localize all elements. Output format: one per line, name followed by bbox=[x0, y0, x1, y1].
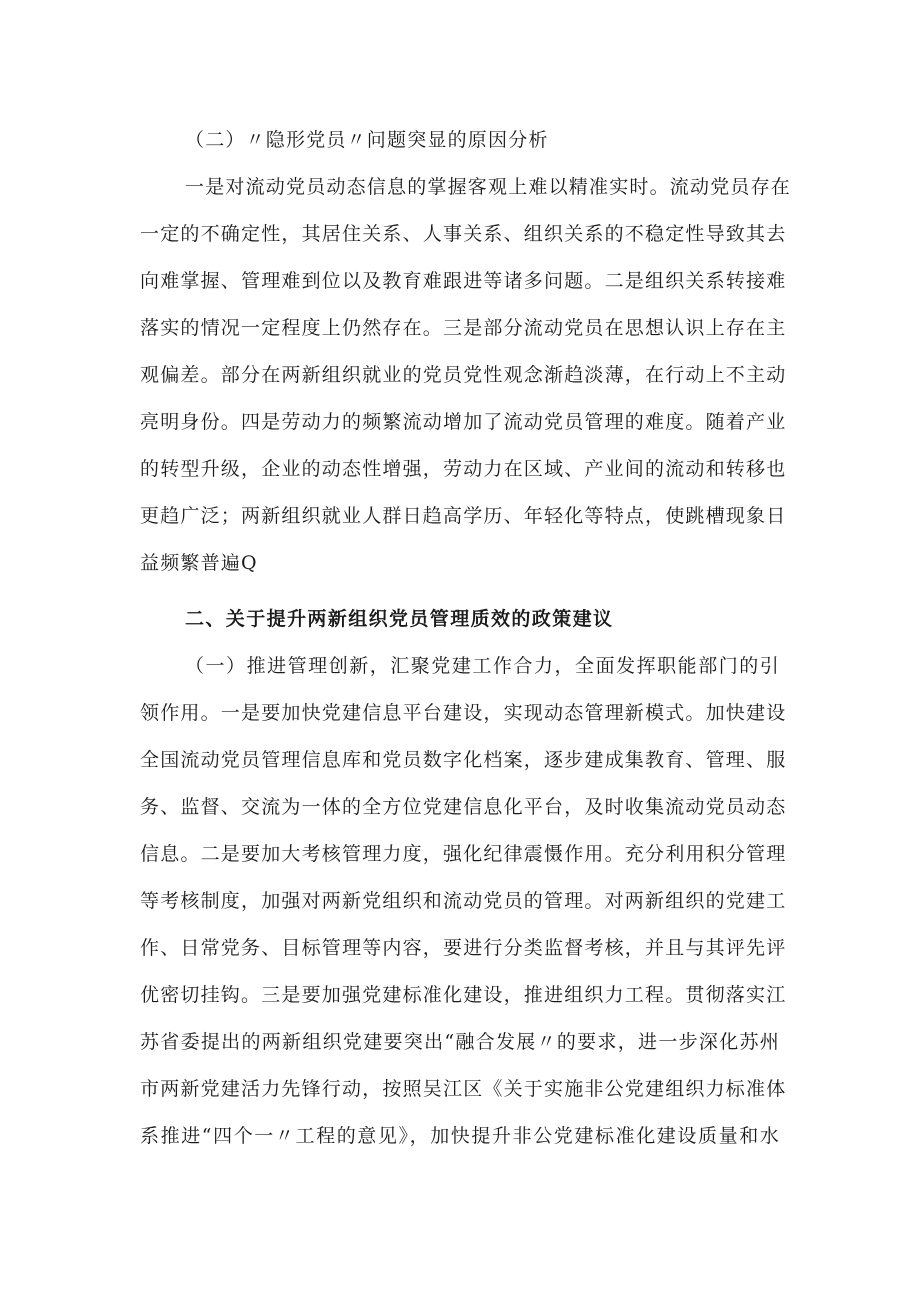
paragraph-2-line-2: 领作用。一是要加快党建信息平台建设，实现动态管理新模式。加快建设 bbox=[140, 702, 787, 724]
paragraph-1-line-2: 一定的不确定性，其居住关系、人事关系、组织关系的不稳定性导致其去 bbox=[140, 223, 787, 245]
paragraph-1-line-4: 落实的情况一定程度上仍然存在。三是部分流动党员在思想认识上存在主 bbox=[140, 317, 787, 339]
paragraph-2-line-6: 等考核制度，加强对两新党组织和流动党员的管理。对两新组织的党建工 bbox=[140, 890, 787, 912]
paragraph-2-line-9: 苏省委提出的两新组织党建要突出“融合发展〃的要求，进一步深化苏州 bbox=[140, 1031, 780, 1053]
paragraph-1-line-5: 观偏差。部分在两新组织就业的党员党性观念渐趋淡薄，在行动上不主动 bbox=[140, 364, 787, 386]
section-heading: 二、关于提升两新组织党员管理质效的政策建议 bbox=[185, 608, 614, 630]
paragraph-2-line-1: （一）推进管理创新，汇聚党建工作合力，全面发挥职能部门的引 bbox=[185, 655, 780, 677]
paragraph-1-line-8: 更趋广泛；两新组织就业人群日趋高学历、年轻化等特点，使跳槽现象日 bbox=[140, 505, 787, 527]
paragraph-2-line-4: 务、监督、交流为一体的全方位党建信息化平台，及时收集流动党员动态 bbox=[140, 796, 787, 818]
paragraph-1-line-1: 一是对流动党员动态信息的掌握客观上难以精准实时。流动党员存在 bbox=[185, 176, 792, 198]
paragraph-2-line-11: 系推进“四个一〃工程的意见》，加快提升非公党建标准化建设质量和水 bbox=[140, 1125, 780, 1147]
paragraph-2-line-7: 作、日常党务、目标管理等内容，要进行分类监督考核，并且与其评先评 bbox=[140, 937, 787, 959]
paragraph-2-line-3: 全国流动党员管理信息库和党员数字化档案，逐步建成集教育、管理、服 bbox=[140, 749, 787, 771]
paragraph-1-line-6: 亮明身份。四是劳动力的频繁流动增加了流动党员管理的难度。随着产业 bbox=[140, 411, 787, 433]
paragraph-1-line-9: 益频繁普遍Q bbox=[140, 552, 258, 574]
paragraph-1-line-3: 向难掌握、管理难到位以及教育难跟进等诸多问题。二是组织关系转接难 bbox=[140, 270, 787, 292]
paragraph-2-line-8: 优密切挂钩。三是要加强党建标准化建设，推进组织力工程。贯彻落实江 bbox=[140, 984, 787, 1006]
section-subheading: （二）〃隐形党员〃问题突显的原因分析 bbox=[185, 129, 549, 151]
paragraph-1-line-7: 的转型升级，企业的动态性增强，劳动力在区域、产业间的流动和转移也 bbox=[140, 458, 787, 480]
paragraph-2-line-10: 市两新党建活力先锋行动，按照吴江区《关于实施非公党建组织力标准体 bbox=[140, 1078, 787, 1100]
paragraph-2-line-5: 信息。二是要加大考核管理力度，强化纪律震慑作用。充分利用积分管理 bbox=[140, 843, 787, 865]
